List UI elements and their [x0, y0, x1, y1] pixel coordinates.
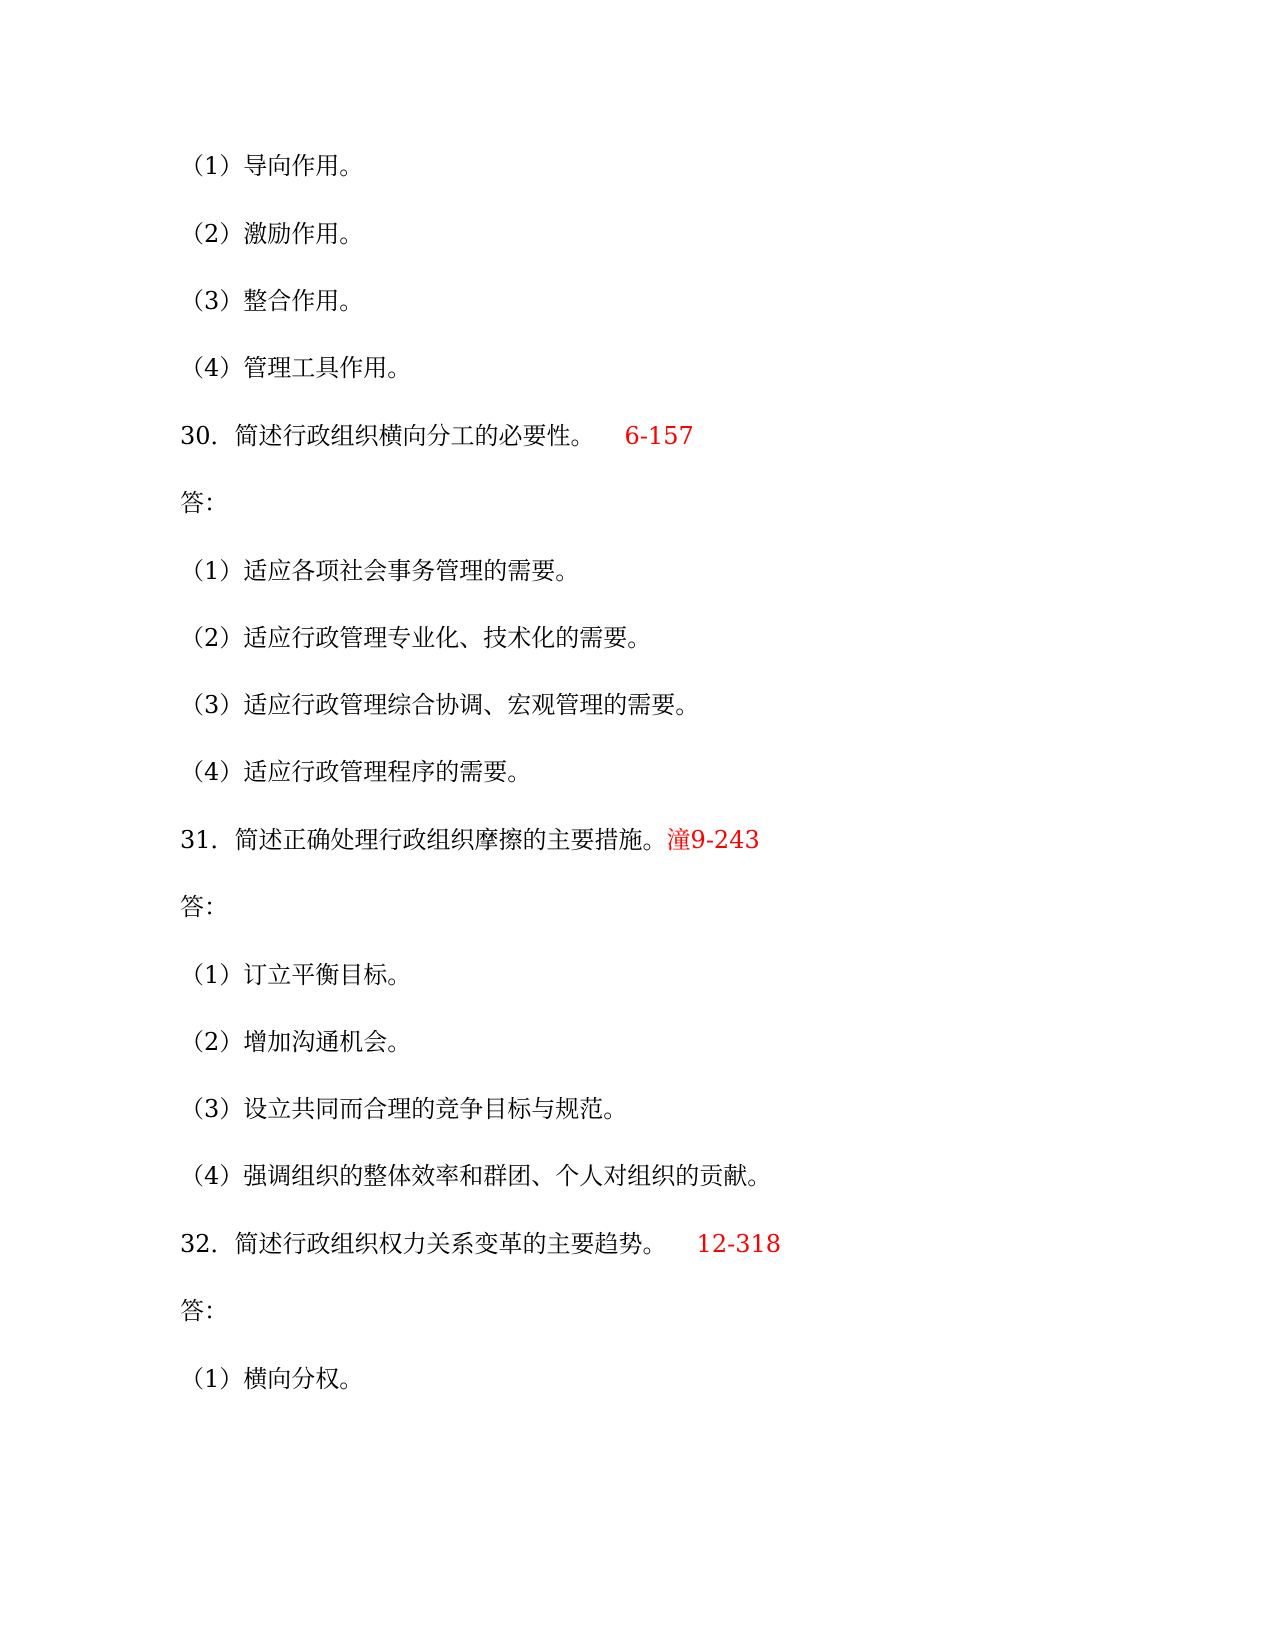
question-32	[180, 1228, 781, 1260]
question-text: 31．简述正确处理行政组织摩擦的主要措施。	[180, 826, 667, 854]
answer-item: （3）整合作用。	[180, 287, 364, 315]
answer-item: （2）适应行政管理专业化、技术化的需要。	[180, 624, 652, 652]
answer-item: （1）导向作用。	[180, 152, 364, 180]
answer-label: 答：	[180, 893, 228, 921]
answer-item: （4）适应行政管理程序的需要。	[180, 758, 532, 786]
answer-label: 答：	[180, 1297, 228, 1325]
answer-item: （4）强调组织的整体效率和群团、个人对组织的贡献。	[180, 1162, 772, 1190]
answer-item: （1）适应各项社会事务管理的需要。	[180, 557, 580, 585]
answer-item: （3）设立共同而合理的竞争目标与规范。	[180, 1095, 628, 1123]
answer-label: 答：	[180, 489, 228, 517]
answer-item: （2）增加沟通机会。	[180, 1028, 412, 1056]
question-31	[180, 824, 760, 856]
answer-item: （4）管理工具作用。	[180, 354, 412, 382]
question-30	[180, 420, 694, 452]
answer-item: （1）横向分权。	[180, 1365, 364, 1393]
page-reference: 潼9-243	[666, 826, 760, 854]
page-reference: 6-157	[624, 422, 694, 450]
answer-item: （1）订立平衡目标。	[180, 961, 412, 989]
question-text: 30．简述行政组织横向分工的必要性。	[180, 422, 595, 450]
answer-item: （2）激励作用。	[180, 220, 364, 248]
question-text: 32．简述行政组织权力关系变革的主要趋势。	[180, 1230, 667, 1258]
answer-item: （3）适应行政管理综合协调、宏观管理的需要。	[180, 691, 700, 719]
page-reference: 12-318	[696, 1230, 782, 1258]
